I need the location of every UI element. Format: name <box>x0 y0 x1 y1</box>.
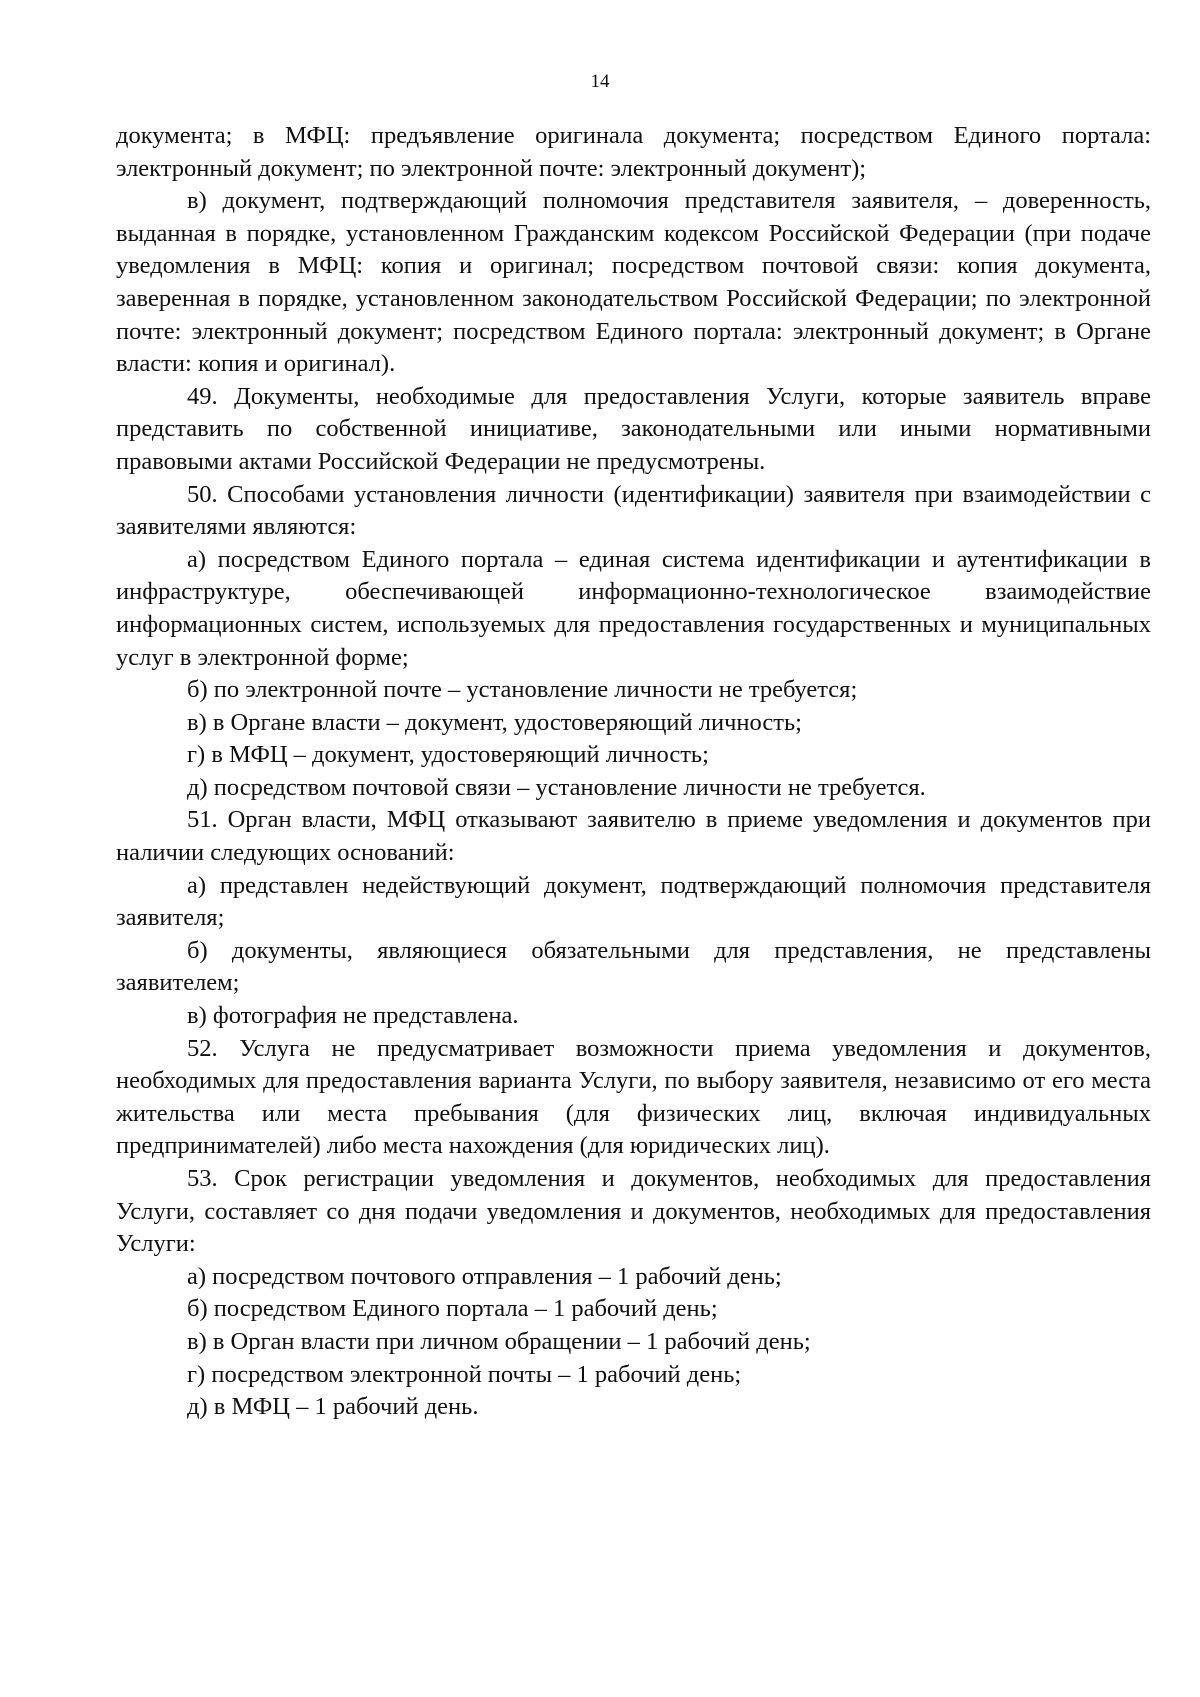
paragraph-53-item-a: а) посредством почтового отправления – 1 рабочий день; <box>187 1262 782 1290</box>
paragraph-50: 50. Способами установления личности (идентификации) заявителя при взаимодействии с заявителями являются: <box>116 480 1151 541</box>
paragraph-53-item-b: б) посредством Единого портала – 1 рабочий день; <box>187 1295 718 1323</box>
paragraph-51-item-a: а) представлен недействующий документ, подтверждающий полномочия представителя заявителя; <box>116 871 1151 932</box>
document-body <box>116 120 1151 1424</box>
page-number: 14 <box>590 71 610 92</box>
paragraph-53-item-v: в) в Орган власти при личном обращении – 1 рабочий день; <box>187 1327 811 1355</box>
paragraph-50-item-a: а) посредством Единого портала – единая система идентификации и аутентификации в инфраструктуре, обеспечивающей информационно-технологическое взаимодействие информационных систем, используемых для предоставления государственных и муниципальных услуг в электронной форме; <box>116 545 1151 671</box>
paragraph-50-item-b: б) по электронной почте – установление личности не требуется; <box>187 676 858 704</box>
paragraph-50-item-g: г) в МФЦ – документ, удостоверяющий личность; <box>187 741 709 769</box>
paragraph-49: 49. Документы, необходимые для предоставления Услуги, которые заявитель вправе представить по собственной инициативе, законодательными или иными нормативными правовыми актами Российской Федерации не предусмотрены. <box>116 382 1151 475</box>
paragraph-51-item-b: б) документы, являющиеся обязательными для представления, не представлены заявителем; <box>116 936 1151 997</box>
paragraph-53-item-g: г) посредством электронной почты – 1 рабочий день; <box>187 1360 742 1388</box>
paragraph-52: 52. Услуга не предусматривает возможности приема уведомления и документов, необходимых для предоставления варианта Услуги, по выбору заявителя, независимо от его места жительства или места пребывания (для физических лиц, включая индивидуальных предпринимателей) либо места нахождения (для юридических лиц). <box>116 1034 1151 1160</box>
paragraph-51-item-v: в) фотография не представлена. <box>187 1002 519 1030</box>
paragraph-53: 53. Срок регистрации уведомления и документов, необходимых для предоставления Услуги, составляет со дня подачи уведомления и документов, необходимых для предоставления Услуги: <box>116 1165 1151 1258</box>
paragraph-51: 51. Орган власти, МФЦ отказывают заявителю в приеме уведомления и документов при наличии следующих оснований: <box>116 806 1151 867</box>
paragraph-48-item-v: в) документ, подтверждающий полномочия представителя заявителя, – доверенность, выданная в порядке, установленном Гражданским кодексом Российской Федерации (при подаче уведомления в МФЦ: копия и оригинал; посредством почтовой связи: копия документа, заверенная в порядке, установленном законодательством Российской Федерации; по электронной почте: электронный документ; посредством Единого портала: электронный документ; в Органе власти: копия и оригинал). <box>116 187 1151 378</box>
paragraph-continuation: документа; в МФЦ: предъявление оригинала документа; посредством Единого портала: электронный документ; по электронной почте: электронный документ); <box>116 122 1151 182</box>
paragraph-50-item-d: д) посредством почтовой связи – установление личности не требуется. <box>187 773 926 801</box>
paragraph-53-item-d: д) в МФЦ – 1 рабочий день. <box>187 1393 479 1421</box>
paragraph-50-item-v: в) в Органе власти – документ, удостоверяющий личность; <box>187 708 802 736</box>
